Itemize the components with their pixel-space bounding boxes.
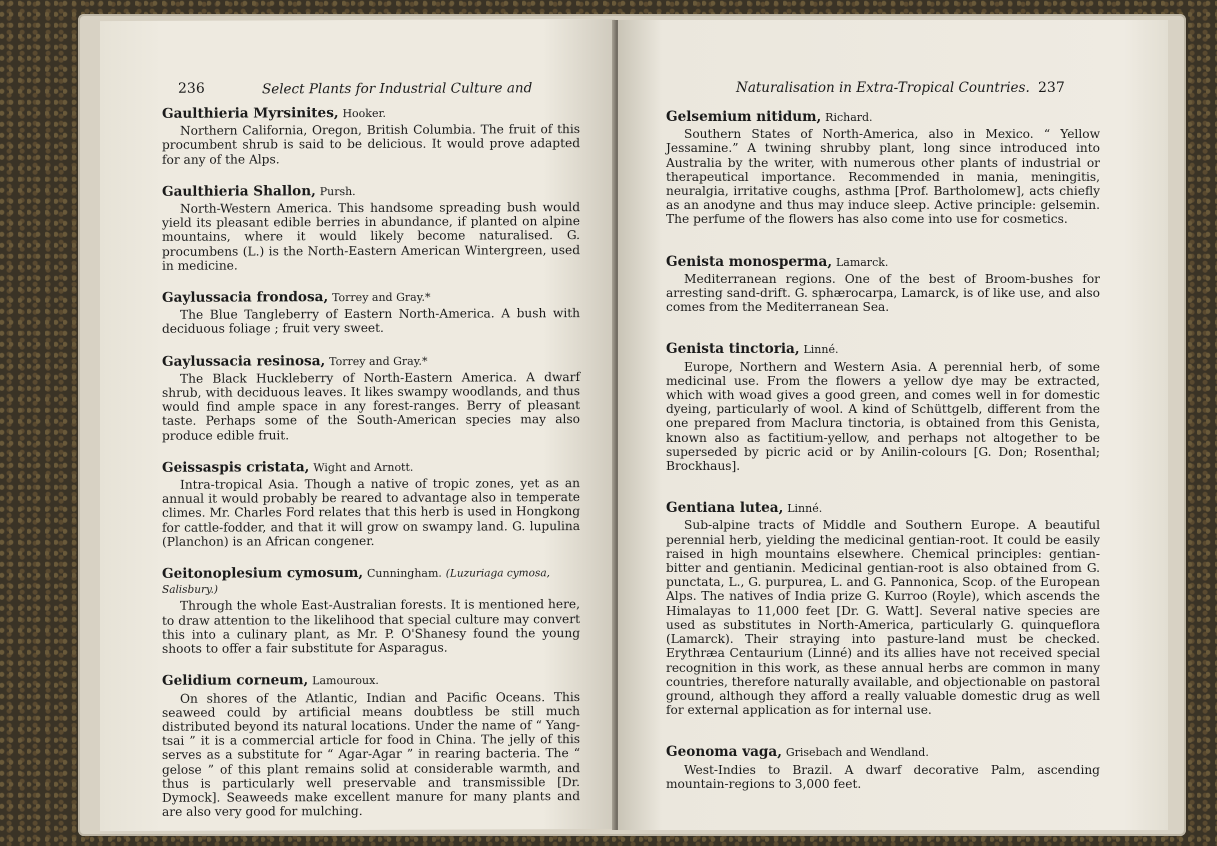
entry [162, 105, 580, 167]
running-head: Naturalisation in Extra-Tropical Countries. [736, 80, 1030, 96]
entry-text: Southern States of North-America, also in Mexico. “ Yellow Jessamine.” A twining shrubby plant, long since introduced into Australia by the writer, with numerous other plants of industrial or therapeutical importance. Recommended in mania, meningitis, neuralgia, irritative coughs, asthma [Prof. Bartholomew], acts chiefly as an anodyne and thus may induce sleep. Active principle: gelsemin. The perfume of the flowers has also come into use for cosmetics. [666, 127, 1100, 227]
authority: Linné. [803, 343, 839, 357]
entry-heading [666, 342, 1100, 357]
authority: Torrey and Gray.* [332, 290, 431, 305]
right-page [618, 20, 1168, 830]
left-page [100, 19, 615, 831]
entry [666, 501, 1100, 717]
species-name: Gaylussacia resinosa, [162, 352, 326, 370]
entry-text: Intra-tropical Asia. Though a native of tropic zones, yet as an annual it would probably be reared to advantage also in temperate climes. Mr. Charles Ford relates that this herb is used in Hongkong for cattle-fodder, and that it will grow on swampy land. G. lupulina (Planchon) is an African congener. [162, 476, 580, 549]
entry-heading [162, 289, 580, 306]
entry-heading [162, 183, 580, 200]
entry [666, 255, 1100, 315]
page-number: 237 [1038, 80, 1065, 96]
authority: Grisebach and Wendland. [785, 746, 929, 760]
entry [162, 289, 580, 336]
entry-text: North-Western America. This handsome spreading bush would yield its pleasant edible berries in abundance, if planted on alpine mountains, where it would likely become naturalised. G. procumbens (L.) is the North-Eastern American Wintergreen, used in medicine. [162, 200, 580, 273]
authority: Lamouroux. [312, 674, 379, 688]
entry [162, 672, 580, 819]
authority: Lamarck. [835, 255, 889, 269]
entry-heading [666, 745, 1100, 760]
authority: Pursh. [319, 184, 356, 198]
entry-text: Europe, Northern and Western Asia. A perennial herb, of some medicinal use. From the flowers a yellow dye may be extracted, which with woad gives a good green, and comes well in for domestic dyeing, particularly of wool. A kind of Schüttgelb, different from the one prepared from Maclura tinctoria, is obtained from this Genista, known also as factitium-yellow, and perhaps not altogether to be superseded by picric acid or by Anilin-colours [G. Don; Rosenthal; Brockhaus]. [666, 359, 1100, 474]
entry-heading [162, 459, 580, 476]
entry [666, 745, 1100, 791]
page-number: 236 [178, 80, 205, 97]
entry-text: West-Indies to Brazil. A dwarf decorative Palm, ascending mountain-regions to 3,000 feet. [666, 762, 1100, 791]
synonym: (Luzuriaga cymosa, Salisbury.) [162, 567, 550, 597]
species-name: Gaylussacia frondosa, [162, 289, 329, 306]
species-name: Geissaspis cristata, [162, 459, 310, 476]
species-name: Gaulthieria Shallon, [162, 182, 316, 200]
entry [162, 353, 580, 443]
species-name: Geitonoplesium cymosum, [162, 565, 364, 582]
entry-heading [162, 353, 580, 370]
species-name: Gelsemium nitidum, [666, 109, 822, 125]
entry-text: Through the whole East-Australian forests. It is mentioned here, to draw attention to the likelihood that special culture may convert this into a culinary plant, as Mr. P. O'Shanesy found the young shoots to offer a fair substitute for Asparagus. [162, 597, 580, 656]
authority: Cunningham. [367, 566, 442, 581]
entry-text: Mediterranean regions. One of the best of Broom-bushes for arresting sand-drift. G. sphærocarpa, Lamarck, is of like use, and also comes from the Mediterranean Sea. [666, 271, 1100, 315]
species-name: Gaulthieria Myrsinites, [162, 105, 339, 122]
entry-text: The Black Huckleberry of North-Eastern America. A dwarf shrub, with deciduous leaves. It likes swampy woodlands, and thus would find ample space in any forest-ranges. Berry of pleasant taste. Perhaps some of the South-American species may also produce edible fruit. [162, 369, 580, 443]
entry-text: Sub-alpine tracts of Middle and Southern Europe. A beautiful perennial herb, yielding the medicinal gentian-root. It could be easily raised in high mountains elsewhere. Chemical principles: gentian-bitter and gentianin. Medicinal gentian-root is also obtained from G. punctata, L., G. purpurea, L. and G. Pannonica, Scop. of the European Alps. The natives of India prize G. Kurroo (Royle), which ascends the Himalayas to 11,000 feet [Dr. G. Watt]. Several native species are used as substitutes in North-America, particularly G. quinqueflora (Lamarck). Their straying into pasture-land must be checked. Erythræa Centaurium (Linné) and its allies have not received special recognition in this work, as these annual herbs are common in many countries, therefore naturally available, and objectionable on pastoral ground, although they afford a really valuable domestic drug as well for external application as for internal use. [666, 518, 1100, 718]
species-name: Gelidium corneum, [162, 672, 309, 690]
entry-heading [162, 565, 580, 597]
authority: Linné. [787, 502, 823, 516]
entry-heading [162, 105, 580, 122]
authority: Hooker. [342, 106, 387, 121]
page-text [666, 110, 1100, 809]
authority: Wight and Arnott. [313, 460, 414, 475]
entry-text: On shores of the Atlantic, Indian and Pacific Oceans. This seaweed could by artificial means doubtless be still much distributed beyond its natural locations. Under the name of “ Yang-tsai ” it is a commercial article for food in China. The jelly of this serves as a substitute for “ Agar-Agar ” in rearing bacteria. The “ gelose ” of this plant remains solid at considerable warmth, and thus is particularly well preservable and transmissible [Dr. Dymock]. Seaweeds make excellent manure for many plants and are also very good for mulching. [162, 689, 580, 819]
entry [162, 565, 580, 656]
species-name: Geonoma vaga, [666, 744, 782, 761]
entry [162, 183, 580, 273]
entry-text: The Blue Tangleberry of Eastern North-America. A bush with deciduous foliage ; fruit very sweet. [162, 306, 580, 337]
authority: Richard. [825, 111, 873, 124]
running-head: Select Plants for Industrial Culture and [262, 80, 533, 98]
entry [666, 342, 1100, 473]
entry-text: Northern California, Oregon, British Columbia. The fruit of this procumbent shrub is said to be delicious. It would prove adapted for any of the Alps. [162, 122, 580, 167]
page-text [162, 105, 580, 831]
entry-heading [666, 110, 1100, 125]
species-name: Gentiana lutea, [666, 500, 784, 517]
entry [162, 459, 580, 549]
entry-heading [666, 255, 1100, 270]
authority: Torrey and Gray.* [329, 354, 428, 368]
entry-heading [162, 672, 580, 689]
species-name: Genista monosperma, [666, 253, 833, 270]
species-name: Genista tinctoria, [666, 341, 800, 358]
entry-heading [666, 501, 1100, 516]
entry [666, 110, 1100, 227]
